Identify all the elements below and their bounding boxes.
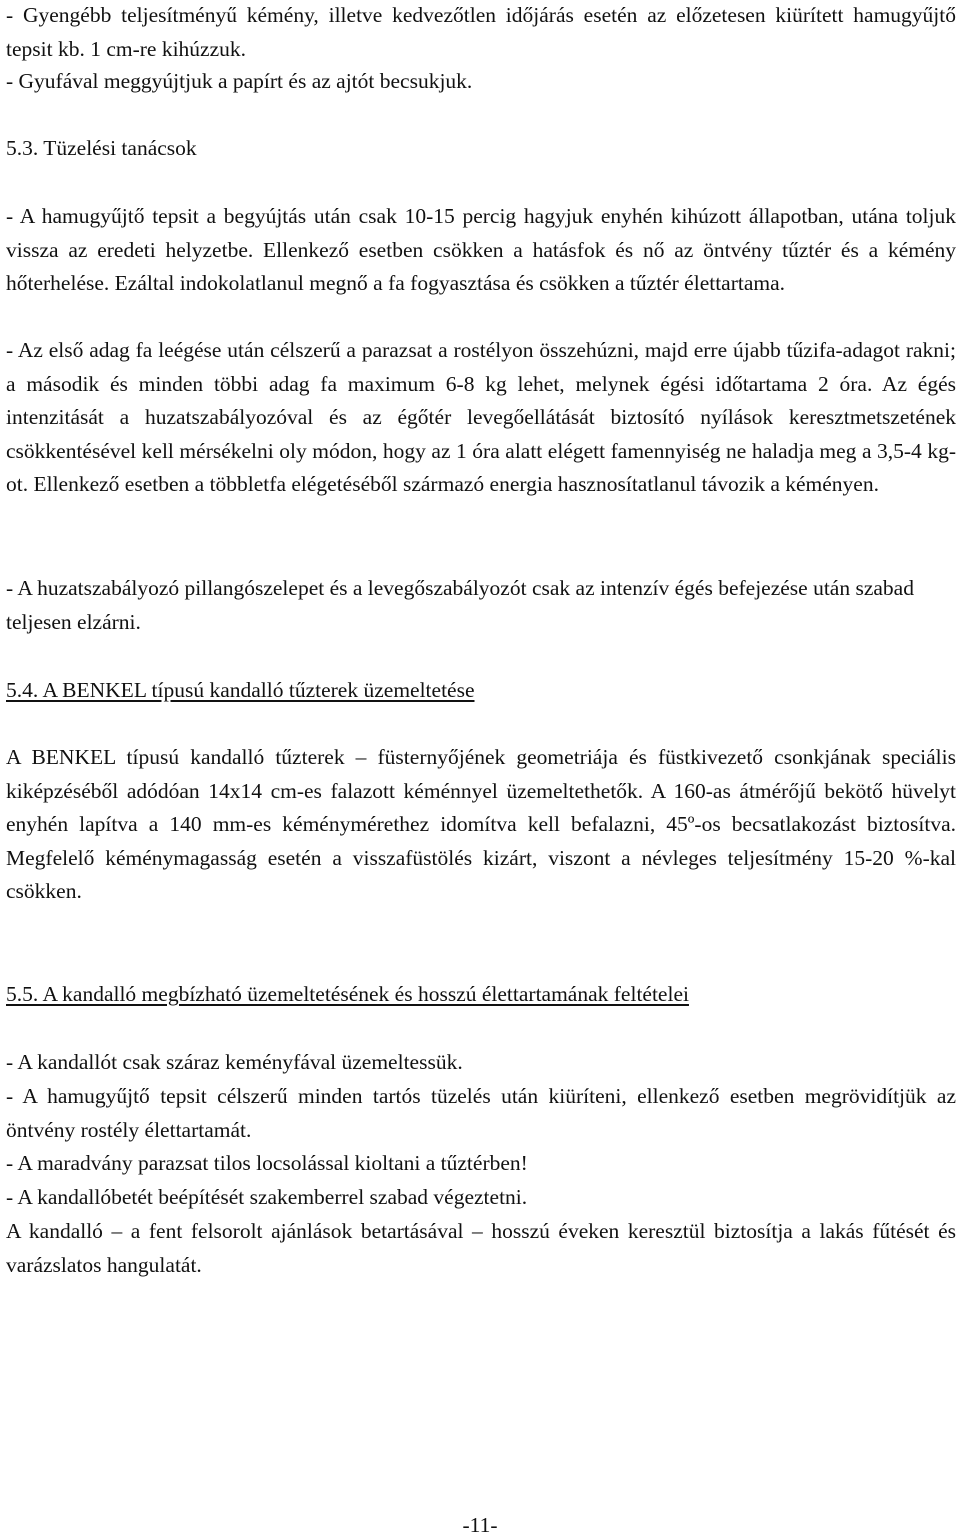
page-number: -11- bbox=[462, 1513, 498, 1537]
intro-paragraph-2: - Gyufával meggyújtjuk a papírt és az ajtót becsukjuk. bbox=[6, 69, 473, 93]
section-5-3-heading: 5.3. Tüzelési tanácsok bbox=[6, 136, 197, 160]
section-5-3-paragraph-1: - A hamugyűjtő tepsit a begyújtás után csak 10-15 percig hagyjuk enyhén kihúzott állapotban, utána toljuk vissza az eredeti helyzetbe. Ellenkező esetben csökken a hatásfok és nő az öntvény tűztér és a kémény hőterhelése. Ezáltal indokolatlanul megnő a fa fogyasztása és csökken a tűztér élettartama. bbox=[6, 204, 956, 295]
section-5-4-paragraph-1: A BENKEL típusú kandalló tűzterek – füsternyőjének geometriája és füstkivezető csonkjának speciális kiképzéséből adódóan 14x14 cm-es falazott kéménnyel üzemeltethetők. A 160-as átmérőjű bekötő hüvelyt enyhén lapítva a 140 mm-es kéménymérethez idomítva kell befalazni, 45º-os becsatlakozást biztosítva. Megfelelő kéménymagasság esetén a visszafüstölés kizárt, viszont a névleges teljesítmény 15-20 %-kal csökken. bbox=[6, 745, 956, 903]
section-5-3-paragraph-2: - Az első adag fa leégése után célszerű a parazsat a rostélyon összehúzni, majd erre újabb tűzifa-adagot rakni; a második és minden többi adag fa maximum 6-8 kg lehet, melynek égési időtartama 2 óra. Az égés intenzitását a huzatszabályozóval és az égőtér levegőellátását biztosító nyílások keresztmetszetének csökkentésével kell mérsékelni oly módon, hogy az 1 óra alatt elégett famennyiség ne haladja meg a 3,5-4 kg-ot. Ellenkező esetben a többletfa elégetéséből származó energia hasznosítatlanul távozik a kéményen. bbox=[6, 338, 956, 496]
intro-paragraph-1: - Gyengébb teljesítményű kémény, illetve kedvezőtlen időjárás esetén az előzetesen kiürített hamugyűjtő tepsit kb. 1 cm-re kihúzzuk. bbox=[6, 3, 956, 61]
section-5-4-heading bbox=[6, 674, 956, 708]
section-5-5-heading bbox=[6, 978, 956, 1012]
section-5-3-paragraph-3: - A huzatszabályozó pillangószelepet és a levegőszabályozót csak az intenzív égés befejezése után szabad teljesen elzárni. bbox=[6, 576, 914, 634]
section-5-5-list-item-1: - A kandallót csak száraz keményfával üzemeltessük. bbox=[6, 1050, 463, 1074]
section-5-4-heading-text: 5.4. A BENKEL típusú kandalló tűzterek üzemeltetése bbox=[6, 678, 475, 702]
section-5-5-list-item-4: - A kandallóbetét beépítését szakemberrel szabad végeztetni. bbox=[6, 1185, 528, 1209]
section-5-5-list-item-3: - A maradvány parazsat tilos locsolással kioltani a tűztérben! bbox=[6, 1151, 528, 1175]
section-5-5-heading-text: 5.5. A kandalló megbízható üzemeltetésének és hosszú élettartamának feltételei bbox=[6, 982, 689, 1006]
section-5-5-list-item-2: - A hamugyűjtő tepsit célszerű minden tartós tüzelés után kiüríteni, ellenkező esetben megrövidítjük az öntvény rostély élettartamát. bbox=[6, 1084, 956, 1142]
section-5-5-paragraph-1: A kandalló – a fent felsorolt ajánlások betartásával – hosszú éveken keresztül biztosítja a lakás fűtését és varázslatos hangulatát. bbox=[6, 1219, 956, 1277]
